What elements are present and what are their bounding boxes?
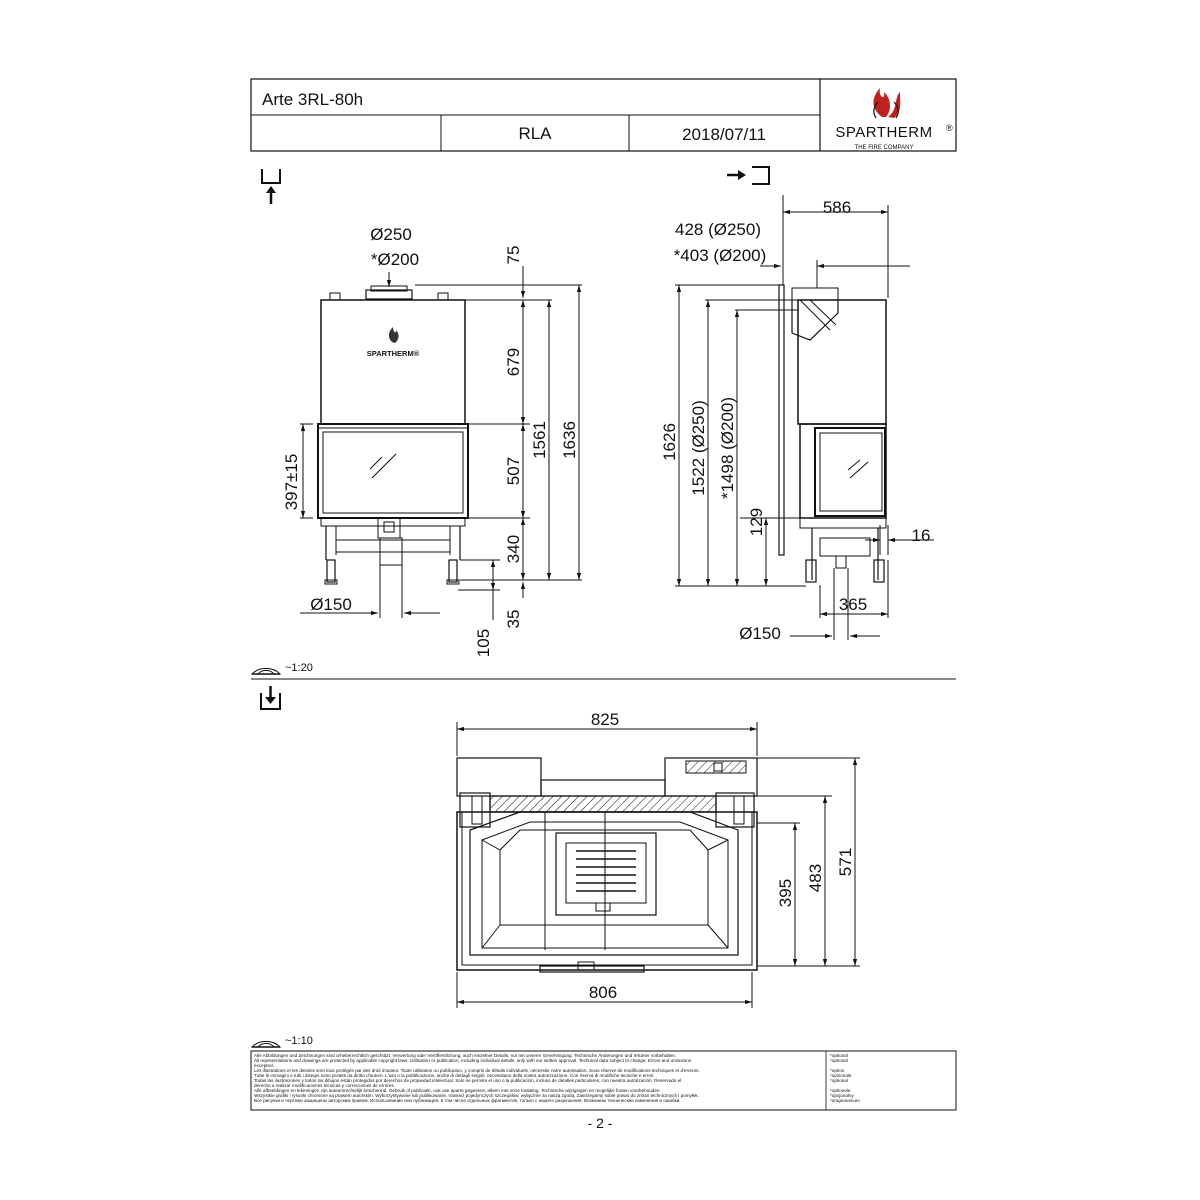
dim-428-label: 428 (Ø250) — [675, 220, 761, 239]
side-view — [779, 285, 886, 582]
dim-16-label: 16 — [911, 526, 931, 545]
legal-notice — [251, 1051, 956, 1110]
legal-line: Tutte le immagini e tutti i disegni sono protetti da diritto d'autore. L'uso o la pubblicazione, anche di dettagli singoli, necessitano della nostra autorizzazione. Con riserva di modifiche tecniche e errori. — [254, 1073, 655, 1078]
front-outlet-150-label: Ø150 — [310, 595, 352, 614]
drawing-date: 2018/07/11 — [682, 125, 766, 144]
dim-806-label: 806 — [588, 983, 618, 1002]
side-outlet-150-label: Ø150 — [739, 624, 781, 643]
optional-note: *opzionale — [830, 1073, 852, 1078]
scale-icon — [252, 668, 280, 674]
dim-395-label: 395 — [776, 878, 795, 908]
legal-line: Alle Abbildungen und Zeichnungen sind urheberrechtlich geschützt. Verwertung oder Veröffentlichung, auch einzelner Details, nur mit unserer Genehmigung. Technische Änderungen und Irrtümer vorbehalten. — [254, 1053, 677, 1058]
top-view-icon — [261, 686, 280, 709]
brand-tagline: THE FIRE COMPANY — [854, 145, 914, 151]
legal-line: Todas las ilustraciones y todos los dibujos están protegidos por derechos de propiedad intelectual. Solo se permite el uso o la publicación, incluso de detalles particulares, con nuestra autorización. Reservado el — [254, 1078, 682, 1083]
legal-line: All representations and drawings are protected by applicable copyright laws. Utilisation or publication, including individual details, only with our written approval. Technical data subject to change. Errors and omissions — [254, 1058, 692, 1063]
optional-note: *opcjonalny — [830, 1093, 854, 1098]
scale-icon — [252, 1041, 280, 1047]
dim-1522-label: 1522 (Ø250) — [689, 400, 708, 496]
legal-line: Wszystkie grafiki i rysunki chronione są prawem autorskim. Wykorzystywanie lub publikowanie, również pojedynczych szczegółów, wyłącznie za naszą zgodą. Zastrzegamy sobie prawo do zmian technicznych i pomyłek. — [254, 1093, 699, 1098]
legal-line: Все рисунки и чертежи защищены авторским правом. Использование или публикация, в том числе отдельных фрагментов, только с нашего разрешения. Возможны технические изменения и ошибки. — [254, 1098, 681, 1103]
optional-note: *опционально — [830, 1098, 860, 1103]
legal-line: excepted. — [254, 1063, 274, 1068]
front-view-icon — [262, 169, 280, 204]
variant-label: RLA — [518, 124, 552, 143]
optional-note: *optional — [830, 1053, 848, 1058]
dim-825-label: 825 — [590, 710, 620, 729]
dim-1498-label: *1498 (Ø200) — [718, 396, 737, 500]
side-dimension-labels — [660, 198, 930, 643]
front-flue-200-label: *Ø200 — [370, 250, 420, 269]
plan-view — [457, 758, 757, 972]
legal-line: derecho a realizar modificaciones técnicas y correcciones de errores. — [254, 1083, 395, 1088]
legal-line: Alle afbeeldingen en tekeningen zijn auteursrechtelijk beschermd. Gebruik of publicatie, ook van aparte gegevens, alleen met onze toelating. Technische wijzigingen en mogelijke fouten voorbehouden. — [254, 1088, 661, 1093]
door-logo — [367, 327, 420, 358]
dim-1636-label: 1636 — [560, 421, 579, 459]
dim-1626-label: 1626 — [660, 423, 679, 461]
dim-1561-label: 1561 — [530, 421, 549, 459]
optional-note: *optional — [830, 1058, 848, 1063]
dim-586-label: 586 — [822, 198, 852, 217]
dim-129-label: 129 — [747, 507, 766, 537]
door-logo-text: SPARTHERM® — [366, 349, 420, 358]
dim-397-label: 397±15 — [282, 453, 301, 511]
legal-line: Les illustrations et les dessins sont tous protégés par des droit d'auteur. Toute utilisation ou publication, y compris de détails individuels, nécessite notre autorisation. Sous réserve de modifications techniques et d'erreurs. — [254, 1068, 700, 1073]
optional-note: *optional — [830, 1078, 848, 1083]
dim-571-label: 571 — [836, 847, 855, 877]
dim-483-label: 483 — [806, 863, 825, 893]
plan-dimension-labels — [589, 710, 855, 1002]
dim-403-label: *403 (Ø200) — [673, 246, 767, 265]
dim-35-label: 35 — [504, 609, 523, 629]
front-flue-250-label: Ø250 — [370, 225, 412, 244]
upper-scale-label: ~1:20 — [285, 662, 313, 674]
front-dimension-labels — [282, 225, 579, 657]
dim-340-label: 340 — [504, 534, 523, 564]
dim-105-label: 105 — [474, 628, 493, 658]
brand-name: SPARTHERM — [835, 124, 933, 141]
dim-507-label: 507 — [504, 456, 523, 486]
optional-note: *optionele — [830, 1088, 851, 1093]
dim-75-label: 75 — [504, 245, 523, 265]
title-block — [251, 79, 956, 151]
model-name: Arte 3RL-80h — [262, 90, 364, 109]
lower-scale-label: ~1:10 — [285, 1035, 313, 1047]
optional-note: *option — [830, 1068, 845, 1073]
side-view-icon — [727, 167, 769, 184]
page-number: - 2 - — [587, 1115, 613, 1131]
dim-365-label: 365 — [838, 595, 868, 614]
dim-679-label: 679 — [504, 347, 523, 377]
registered-mark: ® — [946, 123, 953, 133]
spartherm-logo — [835, 88, 953, 151]
